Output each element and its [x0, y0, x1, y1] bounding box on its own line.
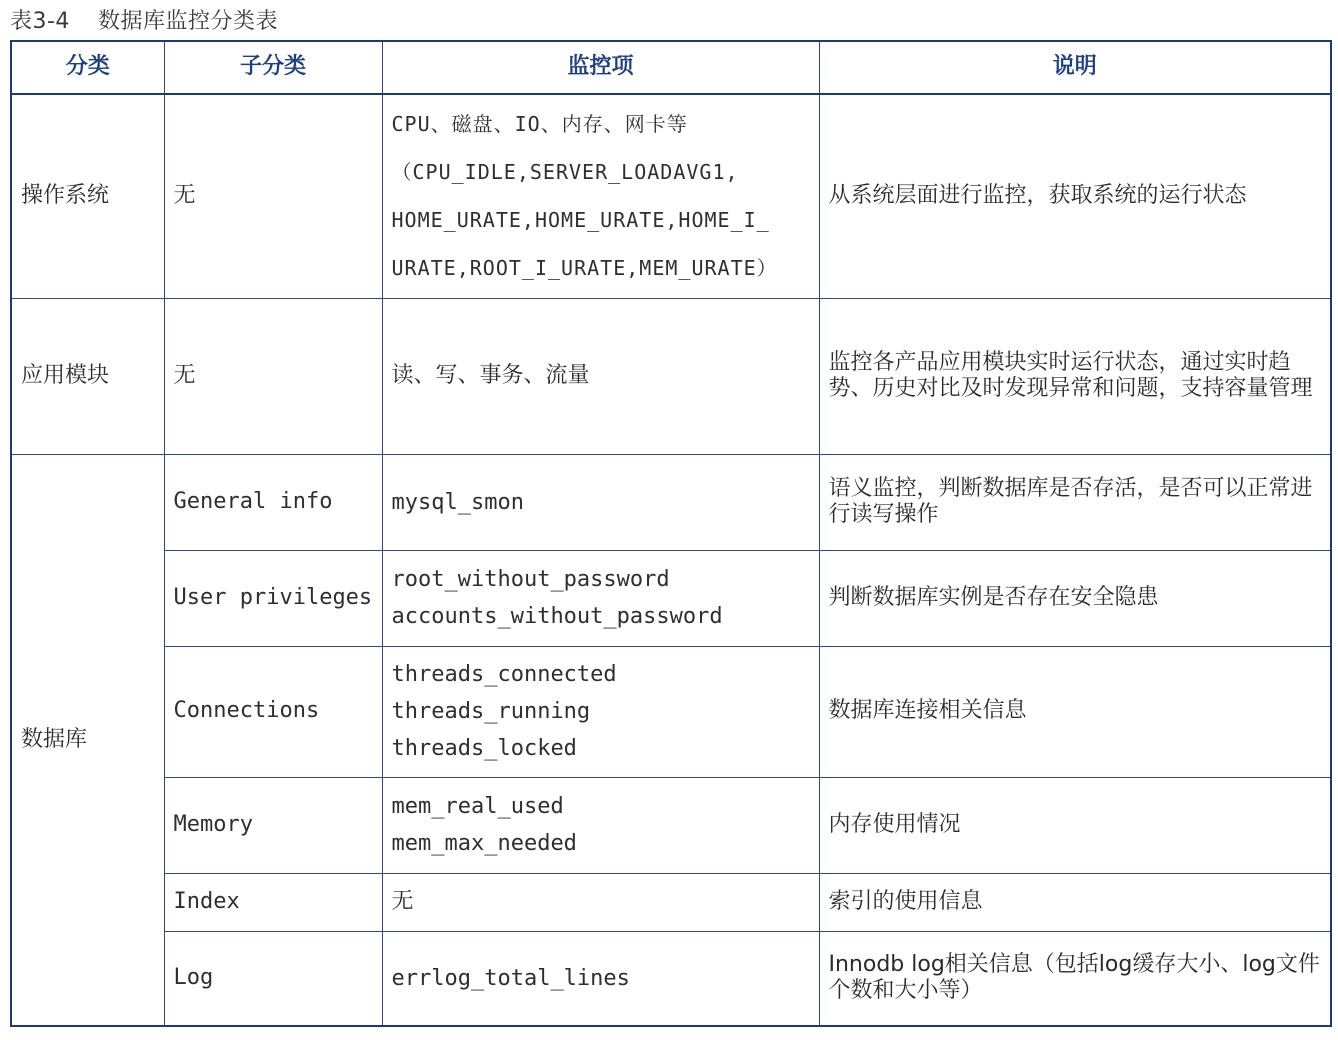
table-title: 数据库监控分类表	[97, 9, 278, 34]
item-line: accounts_without_password	[391, 604, 723, 629]
items-cell	[382, 873, 819, 931]
category-cell: 数据库	[11, 454, 164, 1026]
item-line: mem_max_needed	[391, 831, 577, 856]
items-cell	[382, 94, 819, 298]
items-cell	[382, 646, 819, 777]
description-cell: 从系统层面进行监控，获取系统的运行状态	[819, 94, 1331, 298]
description-cell: 判断数据库实例是否存在安全隐患	[819, 550, 1331, 646]
header-items: 监控项	[382, 41, 819, 94]
header-subcategory: 子分类	[164, 41, 382, 94]
items-cell	[382, 777, 819, 873]
item-line: CPU、磁盘、IO、内存、网卡等	[391, 112, 688, 137]
subcategory-cell: Memory	[164, 777, 382, 873]
table-row	[11, 646, 1331, 777]
monitoring-table	[10, 40, 1332, 1027]
description-cell: 数据库连接相关信息	[819, 646, 1331, 777]
table-row	[11, 454, 1331, 550]
item-line: threads_running	[391, 699, 591, 724]
table-row	[11, 777, 1331, 873]
table-caption	[10, 4, 278, 35]
table-row	[11, 550, 1331, 646]
item-line: URATE,ROOT_I_URATE,MEM_URATE）	[391, 256, 778, 281]
item-line: （CPU_IDLE,SERVER_LOADAVG1,	[391, 160, 739, 185]
description-cell: 监控各产品应用模块实时运行状态，通过实时趋势、历史对比及时发现异常和问题，支持容量管理	[819, 298, 1331, 454]
item-line: errlog_total_lines	[391, 965, 630, 991]
category-cell: 操作系统	[11, 94, 164, 298]
items-cell	[382, 931, 819, 1026]
subcategory-cell: Index	[164, 873, 382, 931]
item-line: threads_locked	[391, 736, 577, 761]
items-cell: 读、写、事务、流量	[382, 298, 819, 454]
header-row	[11, 41, 1331, 94]
table-row	[11, 931, 1331, 1026]
subcategory-cell: Connections	[164, 646, 382, 777]
table-row	[11, 873, 1331, 931]
table-row	[11, 298, 1331, 454]
item-line: 无	[391, 888, 414, 914]
item-line: threads_connected	[391, 662, 617, 687]
subcategory-cell: User privileges	[164, 550, 382, 646]
description-cell: 内存使用情况	[819, 777, 1331, 873]
item-line: mem_real_used	[391, 794, 564, 819]
item-line: HOME_URATE,HOME_URATE,HOME_I_	[391, 208, 770, 233]
items-cell	[382, 454, 819, 550]
item-line: mysql_smon	[391, 489, 524, 515]
header-category: 分类	[11, 41, 164, 94]
items-cell	[382, 550, 819, 646]
subcategory-cell: Log	[164, 931, 382, 1026]
description-cell: Innodb log相关信息（包括log缓存大小、log文件个数和大小等）	[819, 931, 1331, 1026]
description-cell: 语义监控，判断数据库是否存活，是否可以正常进行读写操作	[819, 454, 1331, 550]
item-line: root_without_password	[391, 567, 670, 592]
subcategory-cell: 无	[164, 298, 382, 454]
description-cell: 索引的使用信息	[819, 873, 1331, 931]
category-cell: 应用模块	[11, 298, 164, 454]
subcategory-cell: 无	[164, 94, 382, 298]
subcategory-cell: General info	[164, 454, 382, 550]
header-description: 说明	[819, 41, 1331, 94]
table-row	[11, 94, 1331, 298]
table-number: 表3-4	[10, 9, 70, 34]
